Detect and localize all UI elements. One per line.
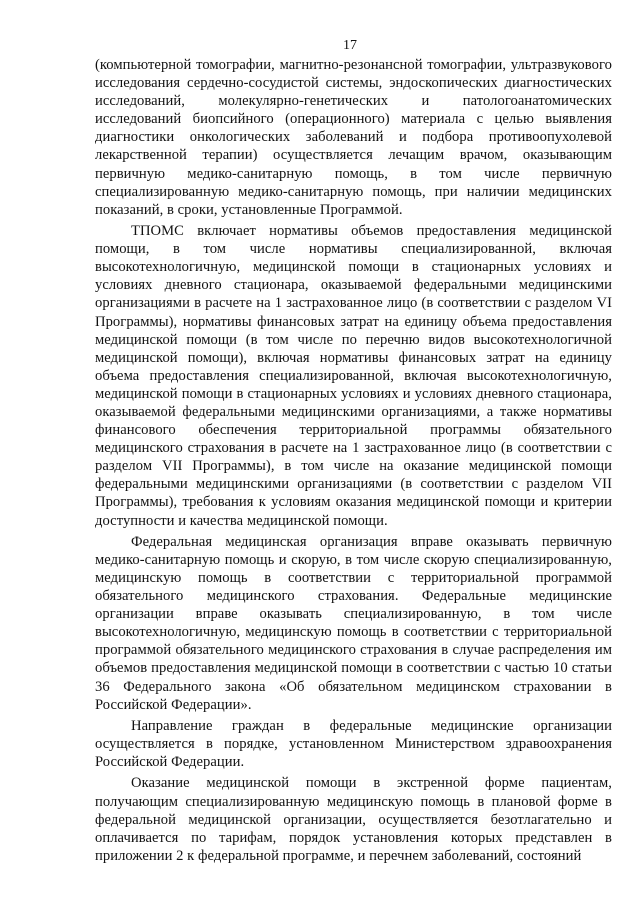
document-body xyxy=(95,56,612,868)
paragraph-referral: Направление граждан в федеральные медицинские организации осуществляется в порядке, установленном Министерством здравоохранения Российской Федерации. xyxy=(95,717,612,771)
page-number: 17 xyxy=(343,38,357,53)
paragraph-continuation: (компьютерной томографии, магнитно-резонансной томографии, ультразвукового исследования сердечно-сосудистой системы, эндоскопических диагностических исследований, молекулярно-генетических и патологоанатомических исследований биопсийного (операционного) материала с целью выявления диагностики онкологических заболеваний и подбора противоопухолевой лекарственной терапии) осуществляется лечащим врачом, оказывающим первичную медико-санитарную помощь, в том числе первичную специализированную медико-санитарную помощь, при наличии медицинских показаний, в сроки, установленные Программой. xyxy=(95,57,612,218)
paragraph-emergency-care: Оказание медицинской помощи в экстренной форме пациентам, получающим специализированную медицинскую помощь в плановой форме в федеральной медицинской организации, осуществляется безотлагательно и оплачивается по тарифам, порядок установления которых представлен в приложении 2 к федеральной программе, и перечнем заболеваний, состояний xyxy=(95,775,612,864)
paragraph-tpoms-norms: ТПОМС включает нормативы объемов предоставления медицинской помощи, в том числе нормативы специализированной, включая высокотехнологичную, медицинской помощи в стационарных условиях и условиях дневного стационара, оказываемой федеральными медицинскими организациями в расчете на 1 застрахованное лицо (в соответствии с разделом VI Программы), нормативы финансовых затрат на единицу объема предоставления медицинской помощи (в том числе по перечню видов высокотехнологичной медицинской помощи), включая нормативы финансовых затрат на единицу объема предоставления специализированной, включая высокотехнологичную, медицинской помощи в стационарных условиях и условиях дневного стационара, оказываемой федеральными медицинскими организациями, а также нормативы финансового обеспечения территориальной программы обязательного медицинского страхования в расчете на 1 застрахованное лицо (в соответствии с разделом VII Программы), в том числе на оказание медицинской помощи федеральными медицинскими организациями (в соответствии с разделом VII Программы), требования к условиям оказания медицинской помощи и критерии доступности и качества медицинской помощи. xyxy=(95,223,612,529)
paragraph-federal-organization: Федеральная медицинская организация вправе оказывать первичную медико-санитарную помощь и скорую, в том числе скорую специализированную, медицинскую помощь в соответствии с территориальной программой обязательного медицинского страхования. Федеральные медицинские организации вправе оказывать специализированную, в том числе высокотехнологичную, медицинскую помощь в соответствии с территориальной программой обязательного медицинского страхования в случае распределения им объемов предоставления медицинской помощи в соответствии с частью 10 статьи 36 Федерального закона «Об обязательном медицинском страховании в Российской Федерации». xyxy=(95,533,612,713)
